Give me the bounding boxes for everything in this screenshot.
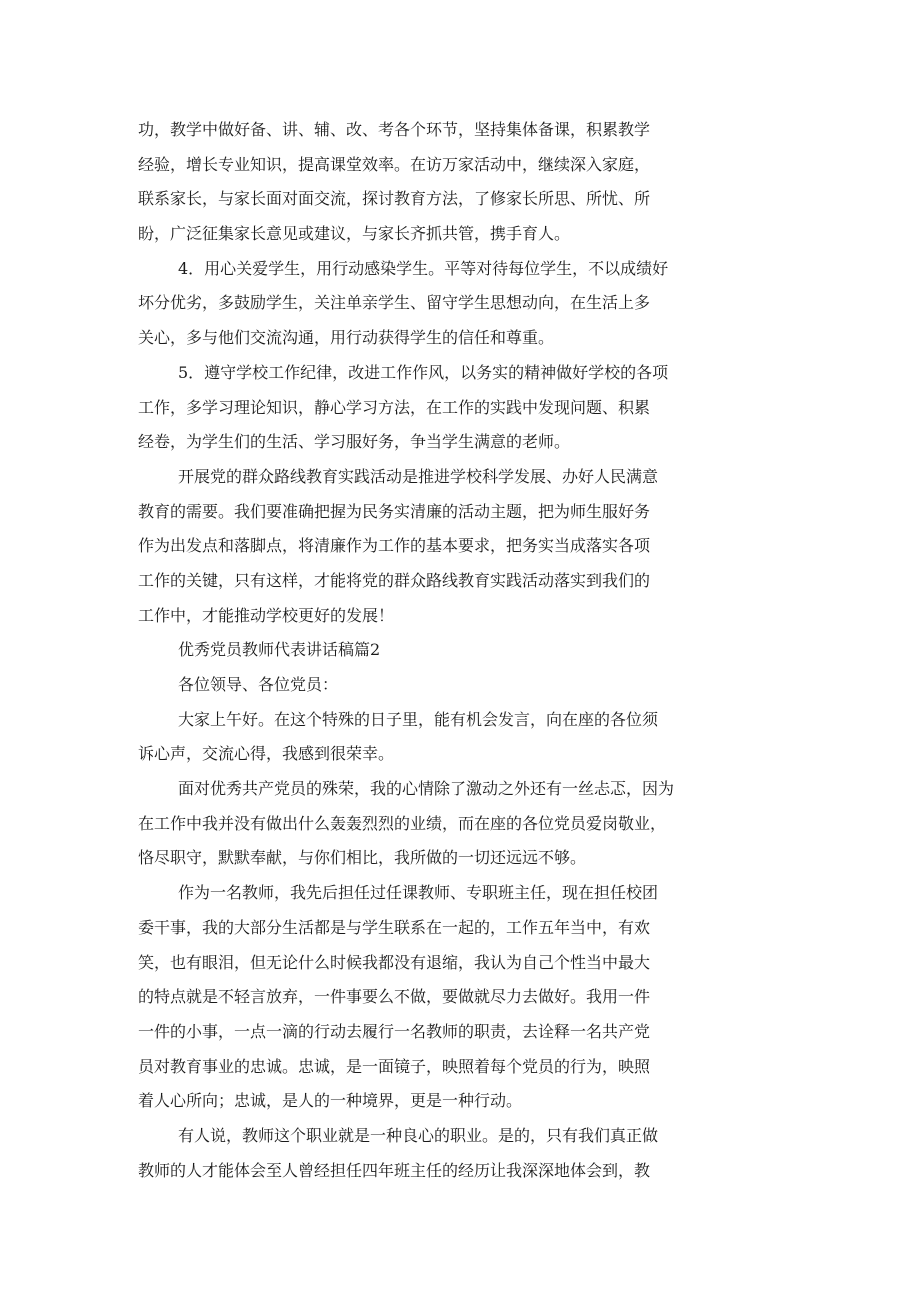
text-line: 工作中，才能推动学校更好的发展！	[138, 605, 395, 625]
text-line: 面对优秀共产党员的殊荣，我的心情除了激动之外还有一丝忐忑，因为	[178, 779, 675, 799]
text-line: 一件的小事，一点一滴的行动去履行一名教师的职责，去诠释一名共产党	[138, 1021, 651, 1041]
document-body	[138, 113, 790, 1188]
text-line: 坏分优劣，多鼓励学生，关注单亲学生、留守学生思想动向，在生活上多	[138, 293, 651, 313]
text-line: 的特点就是不轻言放弃，一件事要么不做，要做就尽力去做好。我用一件	[138, 987, 651, 1007]
text-line: 着人心所向；忠诚，是人的一种境界，更是一种行动。	[138, 1091, 523, 1111]
text-line: 在工作中我并没有做出什么轰轰烈烈的业绩，而在座的各位党员爱岗敬业，	[138, 813, 667, 833]
text-line: 有人说，教师这个职业就是一种良心的职业。是的，只有我们真正做	[178, 1125, 659, 1145]
text-line: 各位领导、各位党员：	[178, 675, 339, 694]
text-line: 诉心声，交流心得，我感到很荣幸。	[138, 744, 395, 764]
text-line: 经验，增长专业知识，提高课堂效率。在访万家活动中，继续深入家庭，	[138, 154, 651, 174]
text-line: 作为出发点和落脚点，将清廉作为工作的基本要求，把务实当成落实各项	[138, 536, 651, 556]
text-line: 大家上午好。在这个特殊的日子里，能有机会发言，向在座的各位须	[178, 709, 659, 729]
text-line: 4．用心关爱学生，用行动感染学生。平等对待每位学生，不以成绩好	[178, 258, 669, 278]
text-line: 优秀党员教师代表讲话稿篇2	[178, 640, 381, 660]
text-line: 作为一名教师，我先后担任过任课教师、专职班主任，现在担任校团	[178, 883, 659, 903]
text-line: 开展党的群众路线教育实践活动是推进学校科学发展、办好人民满意	[178, 466, 659, 486]
text-line: 委干事，我的大部分生活都是与学生联系在一起的，工作五年当中，有欢	[138, 917, 651, 937]
text-line: 恪尽职守，默默奉献，与你们相比，我所做的一切还远远不够。	[138, 848, 587, 868]
text-line: 笑，也有眼泪，但无论什么时候我都没有退缩，我认为自己个性当中最大	[138, 952, 651, 972]
text-line: 经卷，为学生们的生活、学习服好务，争当学生满意的老师。	[138, 432, 571, 452]
text-line: 盼，广泛征集家长意见或建议，与家长齐抓共管，携手育人。	[138, 224, 571, 244]
text-line: 5．遵守学校工作纪律，改进工作作风，以务实的精神做好学校的各项	[178, 362, 669, 382]
text-line: 关心，多与他们交流沟通，用行动获得学生的信任和尊重。	[138, 328, 555, 348]
text-line: 教育的需要。我们要准确把握为民务实清廉的活动主题，把为师生服好务	[138, 501, 651, 521]
text-line: 工作，多学习理论知识，静心学习方法，在工作的实践中发现问题、积累	[138, 397, 651, 417]
text-line: 教师的人才能体会至人曾经担任四年班主任的经历让我深深地体会到，教	[138, 1160, 651, 1180]
text-line: 员对教育事业的忠诚。忠诚，是一面镜子，映照着每个党员的行为，映照	[138, 1056, 651, 1076]
text-line: 工作的关键，只有这样，才能将党的群众路线教育实践活动落实到我们的	[138, 570, 651, 590]
text-line: 功，教学中做好备、讲、辅、改、考各个环节，坚持集体备课，积累教学	[138, 120, 651, 139]
text-line: 联系家长，与家长面对面交流，探讨教育方法，了修家长所思、所忧、所	[138, 189, 651, 209]
